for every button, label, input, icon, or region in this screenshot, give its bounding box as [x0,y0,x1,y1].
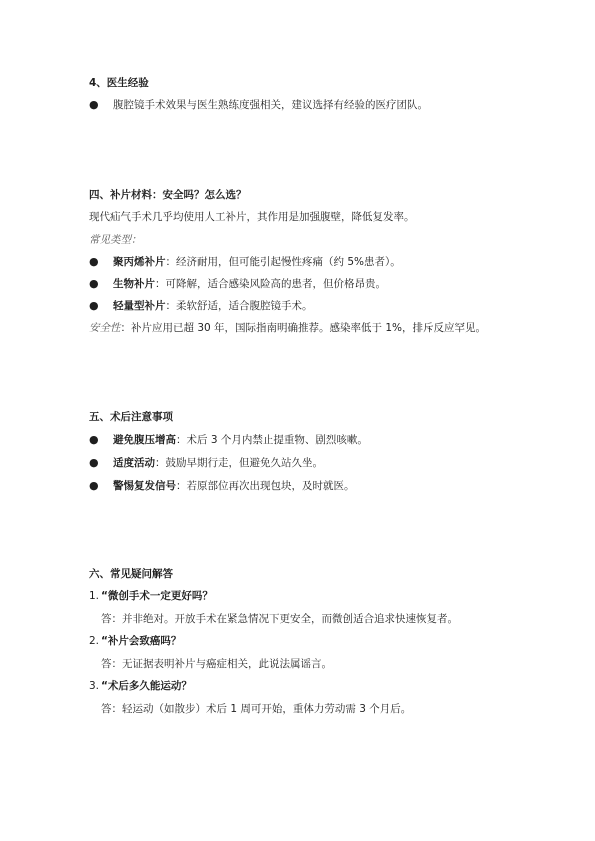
safety-label: 安全性 [89,322,121,334]
term-desc: ：柔软舒适，适合腹腔镜手术。 [165,300,313,312]
safety-paragraph [89,321,486,335]
bullet-text [113,456,323,470]
term-desc: ：鼓励早期行走，但避免久站久坐。 [155,457,323,469]
term: 警惕复发信号 [113,480,176,492]
faq-question-text: “微创手术一定更好吗？ [101,590,213,602]
faq-number: 2. [89,635,100,647]
term: 生物补片 [113,278,155,290]
faq-question-text: “补片会致癌吗？ [101,635,182,647]
faq-answer: 答：无证据表明补片与癌症相关，此说法属谣言。 [101,658,332,670]
bullet-item [89,433,529,447]
bullet-item [89,98,529,112]
section-heading: 六、常见疑问解答 [89,568,173,580]
safety-text: ：补片应用已超 30 年，国际指南明确推荐。感染率低于 1%，排斥反应罕见。 [120,322,487,334]
faq-number: 3. [89,680,100,692]
paragraph: 现代疝气手术几乎均使用人工补片，其作用是加强腹壁，降低复发率。 [89,211,415,223]
bullet-text [113,255,401,269]
term: 适度活动 [113,457,155,469]
bullet-icon: ● [89,277,99,290]
bullet-icon: ● [89,433,99,446]
bullet-item [89,255,529,269]
term-desc: ：可降解，适合感染风险高的患者，但价格昂贵。 [155,278,386,290]
bullet-text [113,299,313,313]
term-desc: ：经济耐用，但可能引起慢性疼痛（约 5%患者）。 [165,256,401,268]
faq-question [89,589,529,603]
faq-number: 1. [89,590,100,602]
term: 避免腹压增高 [113,434,176,446]
term: 轻量型补片 [113,300,166,312]
bullet-text [113,479,355,493]
faq-question [89,634,529,648]
faq-answer: 答：并非绝对。开放手术在紧急情况下更安全，而微创适合追求快速恢复者。 [101,613,458,625]
section-heading: 五、术后注意事项 [89,411,173,423]
bullet-icon: ● [89,255,99,268]
bullet-item [89,299,529,313]
bullet-icon: ● [89,456,99,469]
bullet-item [89,456,529,470]
bullet-item [89,479,529,493]
bullet-item [89,277,529,291]
bullet-text [113,433,368,447]
term-desc: ：术后 3 个月内禁止提重物、剧烈咳嗽。 [176,434,368,446]
types-label: 常见类型： [89,234,142,246]
faq-question [89,679,529,693]
term: 聚丙烯补片 [113,256,166,268]
term-desc: ：若原部位再次出现包块，及时就医。 [176,480,355,492]
faq-answer: 答：轻运动（如散步）术后 1 周可开始，重体力劳动需 3 个月后。 [101,703,412,715]
section-heading: 四、补片材料：安全吗？怎么选？ [89,189,247,201]
bullet-icon: ● [89,299,99,312]
bullet-icon: ● [89,479,99,492]
bullet-icon: ● [89,98,99,111]
section-heading: 4、医生经验 [89,77,149,89]
faq-question-text: “术后多久能运动？ [101,680,192,692]
bullet-text: 腹腔镜手术效果与医生熟练度强相关，建议选择有经验的医疗团队。 [113,99,428,111]
bullet-text [113,277,386,291]
